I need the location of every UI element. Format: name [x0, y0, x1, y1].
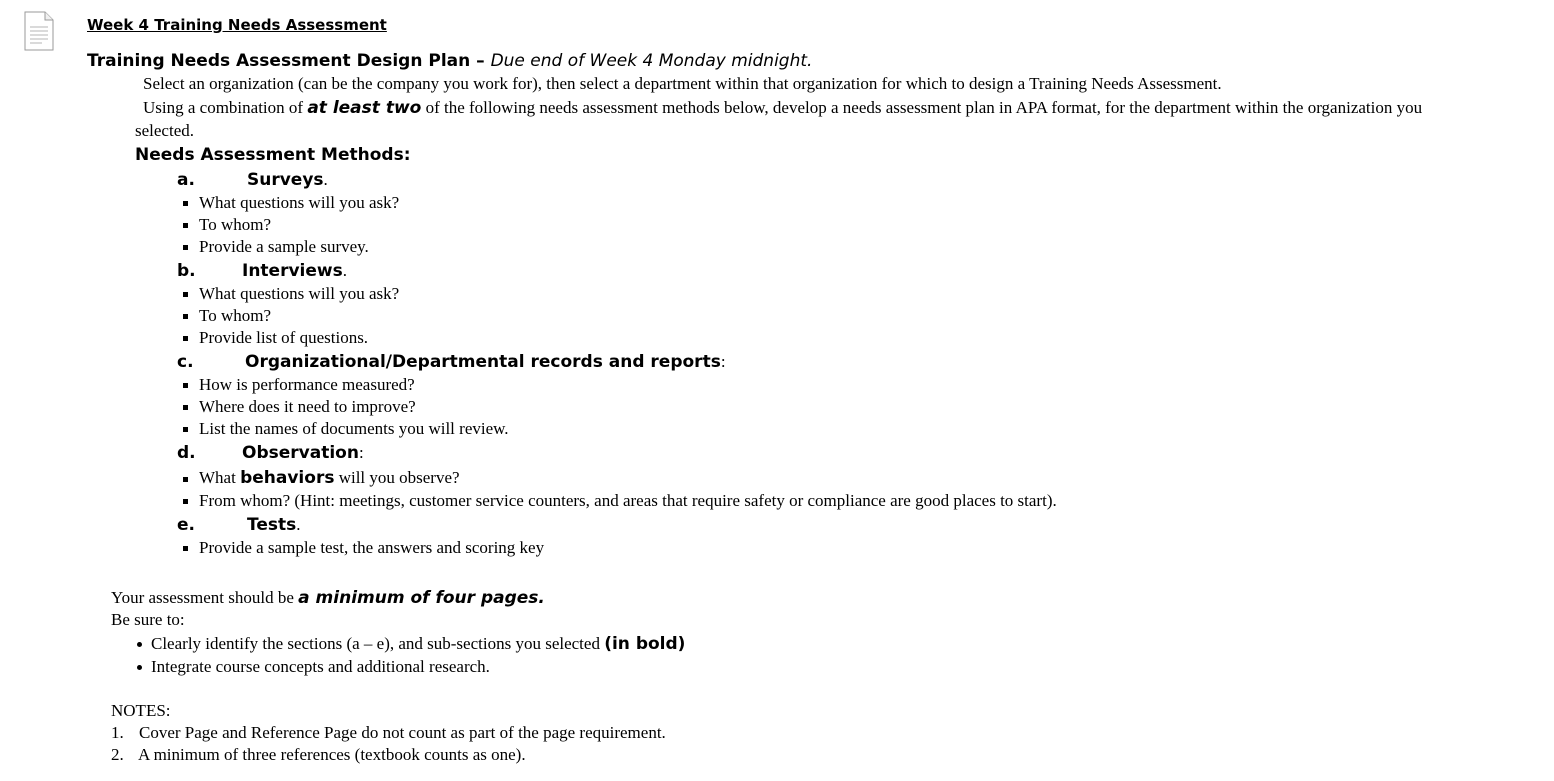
section-a: [177, 169, 195, 191]
section-letter: a.: [177, 170, 195, 190]
list-item: List the names of documents you will review.: [199, 419, 509, 438]
heading-bold-text: Training Needs Assessment Design Plan –: [87, 51, 491, 71]
list-item: How is performance measured?: [199, 375, 415, 394]
note-number: 1.: [111, 723, 124, 742]
list-item: Provide a sample test, the answers and scoring key: [199, 538, 545, 557]
bullet-marker: [137, 642, 142, 647]
be-sure-label: Be sure to:: [111, 610, 185, 629]
section-name: Organizational/Departmental records and reports: [245, 352, 721, 372]
section-letter: c.: [177, 352, 194, 372]
note-number: 2.: [111, 745, 124, 764]
list-item: Where does it need to improve?: [199, 397, 416, 416]
list-item: [151, 633, 685, 655]
bullet-marker: [183, 223, 188, 228]
section-punct: .: [342, 261, 347, 280]
bullet-marker: [137, 665, 142, 670]
section-d-title: [242, 442, 364, 464]
section-name: Surveys: [247, 170, 324, 190]
list-item: To whom?: [199, 306, 271, 325]
bullet-marker: [183, 245, 188, 250]
section-e-title: [247, 514, 300, 536]
heading-due-text: Due end of Week 4 Monday midnight.: [490, 51, 813, 71]
section-punct: :: [358, 443, 364, 462]
assignment-heading: [87, 50, 812, 72]
section-letter: d.: [177, 443, 196, 463]
requirement-text: Your assessment should be: [111, 588, 299, 607]
bullet-marker: [183, 546, 188, 551]
methods-heading: Needs Assessment Methods:: [135, 145, 411, 165]
list-item: What questions will you ask?: [199, 284, 400, 303]
bullet-marker: [183, 499, 188, 504]
list-item-text-cont: will you observe?: [334, 468, 460, 487]
bullet-marker: [183, 427, 188, 432]
intro-paragraph-2: [143, 97, 1422, 119]
intro-text-cont: of the following needs assessment methods below, develop a needs assessment plan in APA format, for the department within the organization you: [421, 98, 1423, 117]
list-item: What questions will you ask?: [199, 193, 400, 212]
section-c: [177, 351, 194, 373]
bullet-marker: [183, 314, 188, 319]
document-title: Week 4 Training Needs Assessment: [87, 16, 387, 34]
intro-paragraph-1: Select an organization (can be the company you work for), then select a department within that organization for which to design a Training Needs Assessment.: [143, 74, 1222, 93]
section-letter: e.: [177, 515, 195, 535]
section-b-title: [242, 260, 347, 282]
note-item: Cover Page and Reference Page do not count as part of the page requirement.: [139, 723, 666, 742]
section-name: Observation: [242, 443, 359, 463]
section-d: [177, 442, 196, 464]
list-item: From whom? (Hint: meetings, customer service counters, and areas that require safety or compliance are good places to start).: [199, 491, 1057, 510]
notes-heading: NOTES:: [111, 701, 171, 720]
section-letter: b.: [177, 261, 196, 281]
list-item-emphasis: (in bold): [604, 634, 686, 654]
section-punct: .: [296, 515, 301, 534]
list-item: [199, 467, 460, 489]
document-icon: [24, 11, 54, 51]
intro-text: Using a combination of: [143, 98, 308, 117]
list-item: Provide list of questions.: [199, 328, 369, 347]
bullet-marker: [183, 292, 188, 297]
bullet-marker: [183, 336, 188, 341]
intro-paragraph-2-wrap: selected.: [135, 121, 194, 140]
section-b: [177, 260, 196, 282]
bullet-marker: [183, 405, 188, 410]
section-c-title: [245, 351, 726, 373]
bullet-marker: [183, 201, 188, 206]
list-item: Integrate course concepts and additional research.: [151, 657, 490, 676]
intro-emphasis: at least two: [307, 98, 422, 118]
note-item: A minimum of three references (textbook counts as one).: [138, 745, 526, 764]
list-item: Provide a sample survey.: [199, 237, 369, 256]
section-punct: :: [720, 352, 726, 371]
section-e: [177, 514, 195, 536]
requirement-paragraph: [111, 587, 545, 609]
section-punct: .: [323, 170, 328, 189]
list-item-emphasis: behaviors: [240, 468, 335, 488]
section-name: Tests: [247, 515, 297, 535]
section-a-title: [247, 169, 328, 191]
requirement-emphasis: a minimum of four pages.: [298, 588, 545, 608]
bullet-marker: [183, 383, 188, 388]
bullet-marker: [183, 477, 188, 482]
list-item-text: Clearly identify the sections (a – e), and sub-sections you selected: [151, 634, 605, 653]
list-item: To whom?: [199, 215, 271, 234]
section-name: Interviews: [242, 261, 343, 281]
list-item-text: What: [199, 468, 241, 487]
